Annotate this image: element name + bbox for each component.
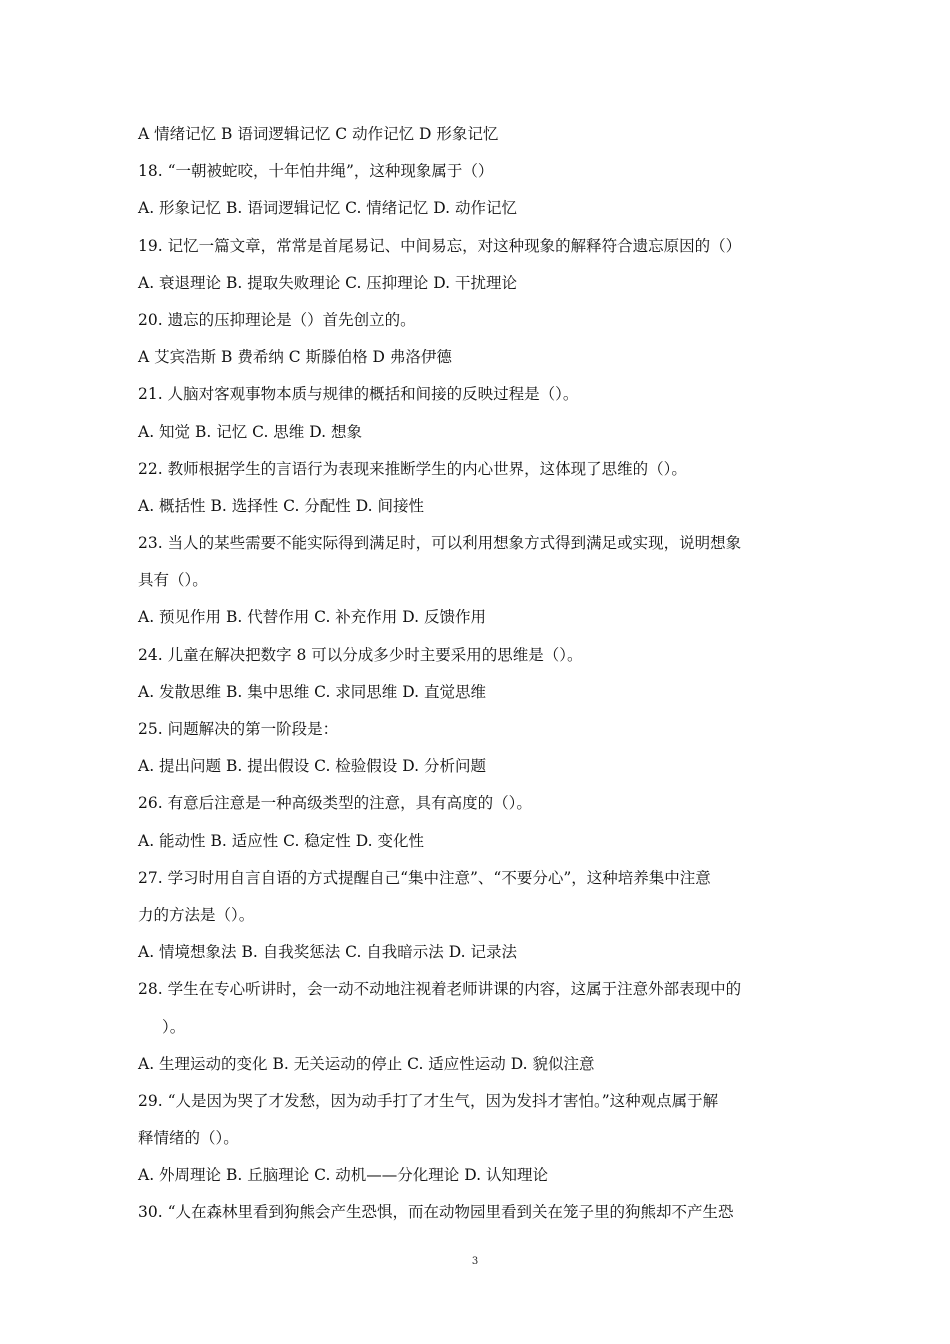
question-27: 27. 学习时用自言自语的方式提醒自己“集中注意”、“不要分心”，这种培养集中注意 <box>138 868 711 887</box>
question-27-continued: 力的方法是（）。 <box>138 905 255 924</box>
question-23: 23. 当人的某些需要不能实际得到满足时，可以利用想象方式得到满足或实现，说明想象 <box>138 534 742 553</box>
question-22: 22. 教师根据学生的言语行为表现来推断学生的内心世界，这体现了思维的（）。 <box>138 459 687 478</box>
question-26: 26. 有意后注意是一种高级类型的注意，具有高度的（）。 <box>138 794 532 813</box>
question-18: 18. “一朝被蛇咬，十年怕井绳”，这种现象属于（） <box>138 162 494 181</box>
question-29-continued: 释情绪的（）。 <box>138 1129 239 1148</box>
options-29: A. 外周理论 B. 丘脑理论 C. 动机——分化理论 D. 认知理论 <box>138 1166 548 1185</box>
text-line: A 情绪记忆 B 语词逻辑记忆 C 动作记忆 D 形象记忆 <box>138 125 499 143</box>
options-24: A. 发散思维 B. 集中思维 C. 求同思维 D. 直觉思维 <box>138 682 486 701</box>
options-20: A 艾宾浩斯 B 费希纳 C 斯滕伯格 D 弗洛伊德 <box>138 348 452 367</box>
options-21: A. 知觉 B. 记忆 C. 思维 D. 想象 <box>138 422 362 441</box>
question-29: 29. “人是因为哭了才发愁，因为动手打了才生气，因为发抖才害怕。”这种观点属于解 <box>138 1091 719 1110</box>
options-26: A. 能动性 B. 适应性 C. 稳定性 D. 变化性 <box>138 831 424 850</box>
options-19: A. 衰退理论 B. 提取失败理论 C. 压抑理论 D. 干扰理论 <box>138 273 517 292</box>
question-19: 19. 记忆一篇文章，常常是首尾易记、中间易忘，对这种现象的解释符合遗忘原因的（） <box>138 236 742 255</box>
options-23: A. 预见作用 B. 代替作用 C. 补充作用 D. 反馈作用 <box>138 608 486 627</box>
document-body <box>138 116 804 1232</box>
page-number: 3 <box>471 1256 479 1267</box>
question-28-continued: ）。 <box>162 1017 186 1036</box>
question-23-continued: 具有（）。 <box>138 571 208 590</box>
question-24: 24. 儿童在解决把数字 8 可以分成多少时主要采用的思维是（）。 <box>138 645 583 664</box>
question-30: 30. “人在森林里看到狗熊会产生恐惧，而在动物园里看到关在笼子里的狗熊却不产生恐 <box>138 1203 734 1222</box>
options-27: A. 情境想象法 B. 自我奖惩法 C. 自我暗示法 D. 记录法 <box>138 943 517 962</box>
options-18: A. 形象记忆 B. 语词逻辑记忆 C. 情绪记忆 D. 动作记忆 <box>138 199 517 218</box>
question-28: 28. 学生在专心听讲时，会一动不动地注视着老师讲课的内容，这属于注意外部表现中的 <box>138 980 742 999</box>
options-25: A. 提出问题 B. 提出假设 C. 检验假设 D. 分析问题 <box>138 757 486 776</box>
question-20: 20. 遗忘的压抑理论是（）首先创立的。 <box>138 310 416 329</box>
options-22: A. 概括性 B. 选择性 C. 分配性 D. 间接性 <box>138 496 424 515</box>
question-21: 21. 人脑对客观事物本质与规律的概括和间接的反映过程是（）。 <box>138 385 579 404</box>
question-25: 25. 问题解决的第一阶段是： <box>138 720 339 738</box>
options-28: A. 生理运动的变化 B. 无关运动的停止 C. 适应性运动 D. 貌似注意 <box>138 1054 595 1073</box>
